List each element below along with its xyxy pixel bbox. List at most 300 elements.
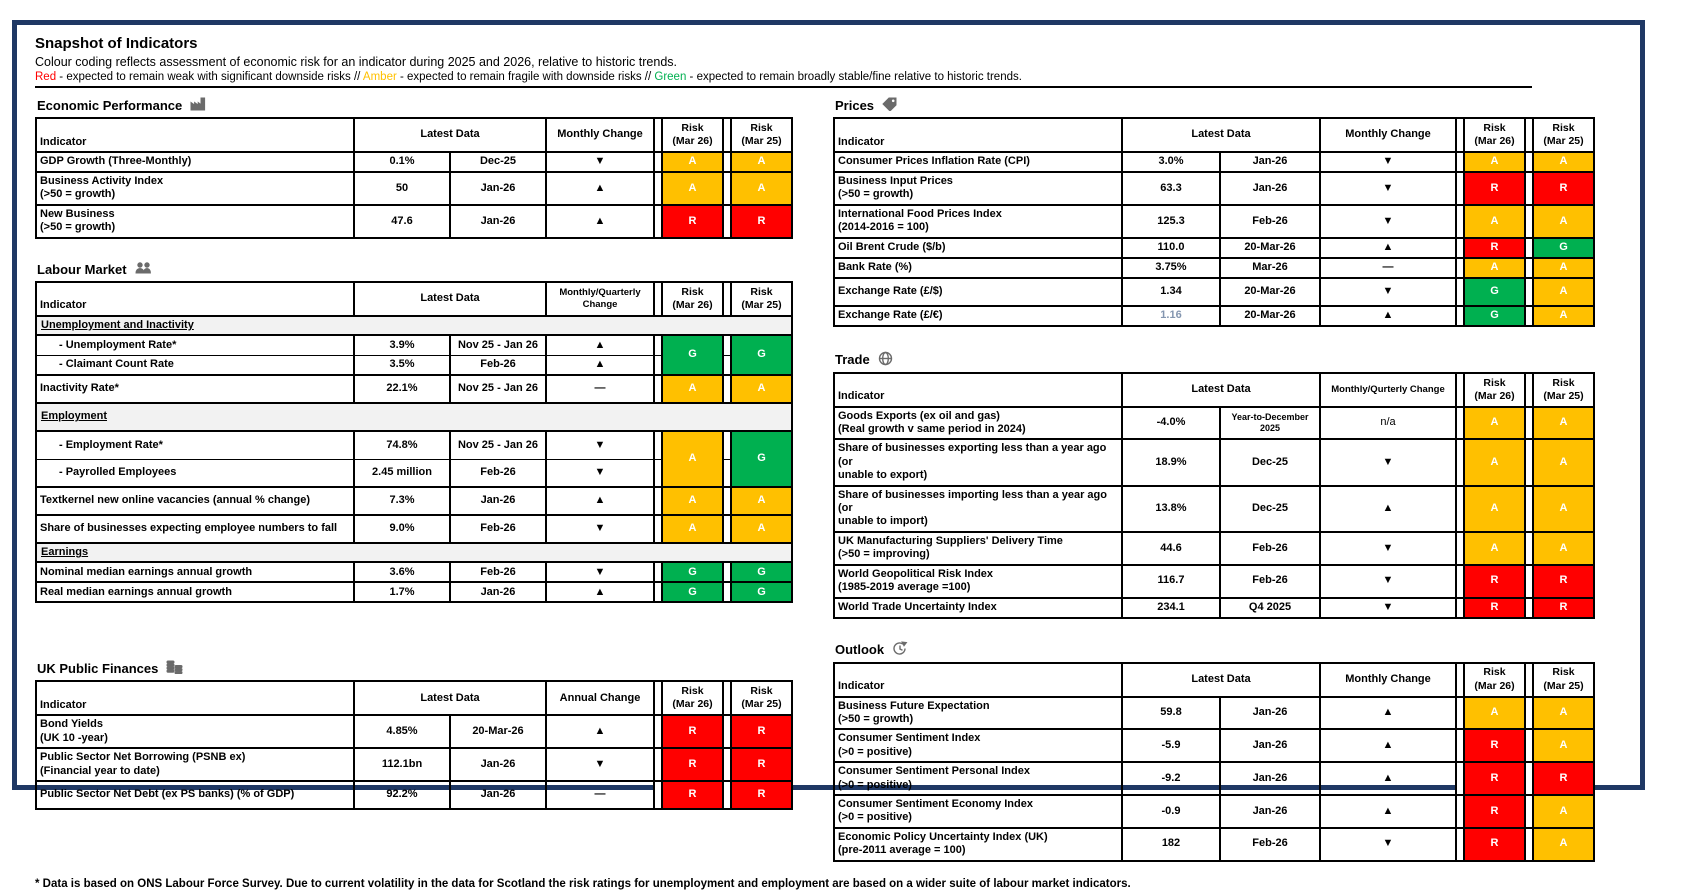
latest-date-cell: Year-to-December 2025 <box>1220 407 1320 440</box>
column-gap <box>1456 598 1464 618</box>
risk-cell-mar25: A <box>731 172 792 205</box>
indicator-row <box>834 172 1594 205</box>
column-gap <box>723 715 731 748</box>
column-gap <box>1525 828 1533 861</box>
outlook-title <box>835 641 1595 659</box>
labour-market-table <box>35 281 793 604</box>
uk-public-finances-title <box>37 659 793 677</box>
latest-date-cell: Feb-26 <box>1220 828 1320 861</box>
indicator-row <box>834 598 1594 618</box>
column-gap <box>723 431 731 459</box>
latest-date-cell: 20-Mar-26 <box>1220 238 1320 258</box>
table-header-row <box>834 663 1594 697</box>
change-down-icon: ▼ <box>1320 172 1456 205</box>
indicator-row <box>834 152 1594 172</box>
report-header <box>35 35 1532 88</box>
latest-date-cell: Jan-26 <box>450 487 546 515</box>
column-gap <box>654 515 662 543</box>
globe-icon <box>878 351 893 369</box>
column-header-indicator: Indicator <box>834 118 1122 152</box>
column-gap <box>1456 486 1464 532</box>
change-down-icon: ▼ <box>1320 598 1456 618</box>
latest-date-cell: Jan-26 <box>1220 697 1320 730</box>
indicator-cell: Oil Brent Crude ($/b) <box>834 238 1122 258</box>
latest-value-cell: 50 <box>354 172 450 205</box>
indicator-row <box>36 562 792 582</box>
latest-value-cell: 22.1% <box>354 375 450 403</box>
change-flat-icon: — <box>546 781 654 809</box>
indicator-row <box>36 431 792 459</box>
change-up-icon: ▲ <box>1320 486 1456 532</box>
column-gap <box>1525 439 1533 485</box>
change-down-icon: ▼ <box>546 431 654 459</box>
indicator-cell: Public Sector Net Borrowing (PSNB ex) (Financial year to date) <box>36 748 354 781</box>
column-header-indicator: Indicator <box>834 663 1122 697</box>
latest-value-cell: -9.2 <box>1122 762 1220 795</box>
indicator-row <box>36 582 792 602</box>
column-gap <box>654 172 662 205</box>
column-header-change: Monthly/Quarterly Change <box>546 282 654 316</box>
column-gap <box>723 375 731 403</box>
column-gap <box>723 487 731 515</box>
latest-date-cell: 20-Mar-26 <box>1220 306 1320 326</box>
change-down-icon: ▼ <box>1320 828 1456 861</box>
change-up-icon: ▲ <box>546 172 654 205</box>
risk-cell-mar26: A <box>1464 532 1525 565</box>
risk-cell-mar26: R <box>1464 598 1525 618</box>
column-gap <box>723 282 731 316</box>
latest-value-cell: 234.1 <box>1122 598 1220 618</box>
risk-cell-mar25: A <box>731 515 792 543</box>
column-gap <box>723 459 731 487</box>
column-header-latest-data: Latest Data <box>1122 373 1320 407</box>
column-gap <box>1456 439 1464 485</box>
column-gap <box>1456 152 1464 172</box>
trade-table <box>833 372 1595 619</box>
uk-public-finances-table-wrap <box>35 680 793 810</box>
indicator-cell: Exchange Rate (£/€) <box>834 306 1122 326</box>
risk-cell-mar25: G <box>731 582 792 602</box>
column-gap <box>723 681 731 715</box>
risk-cell-mar26: A <box>662 172 723 205</box>
indicator-row <box>36 172 792 205</box>
change-flat-icon: — <box>546 375 654 403</box>
risk-cell-mar26: G <box>1464 278 1525 306</box>
economic-performance-block <box>35 97 793 239</box>
latest-date-cell: Dec-25 <box>450 152 546 172</box>
footnote: * Data is based on ONS Labour Force Survey. Due to current volatility in the data for Scotland the risk ratings for unemployment and employment are based on a wider suite of labour market indicators. <box>35 877 1131 890</box>
legend-green-text: - expected to remain broadly stable/fine relative to historic trends. <box>686 71 1022 83</box>
change-up-icon: ▲ <box>1320 697 1456 730</box>
table-title-text: Trade <box>835 352 870 368</box>
column-gap <box>654 582 662 602</box>
indicator-cell: Public Sector Net Debt (ex PS banks) (% of GDP) <box>36 781 354 809</box>
risk-cell-mar25: R <box>731 205 792 238</box>
risk-cell-mar26: G <box>662 582 723 602</box>
indicator-cell: - Employment Rate* <box>36 431 354 459</box>
latest-date-cell: Nov 25 - Jan 26 <box>450 375 546 403</box>
labour-market-title <box>37 261 793 278</box>
legend-green-label: Green <box>654 71 687 83</box>
legend-red-label: Red <box>35 71 57 83</box>
outlook-block <box>833 641 1595 862</box>
risk-cell-mar25: G <box>731 431 792 487</box>
column-gap <box>1456 762 1464 795</box>
column-gap <box>654 335 662 355</box>
change-down-icon: ▼ <box>1320 532 1456 565</box>
change-up-icon: ▲ <box>546 335 654 355</box>
column-gap <box>723 748 731 781</box>
indicator-cell: Share of businesses exporting less than a year ago (or unable to export) <box>834 439 1122 485</box>
column-gap <box>723 172 731 205</box>
change-na-cell: n/a <box>1320 407 1456 440</box>
latest-date-cell: Feb-26 <box>450 562 546 582</box>
latest-value-cell: 13.8% <box>1122 486 1220 532</box>
latest-date-cell: Jan-26 <box>1220 795 1320 828</box>
economic-performance-title <box>37 97 793 114</box>
latest-value-cell: 3.6% <box>354 562 450 582</box>
latest-date-cell: Jan-26 <box>450 172 546 205</box>
change-down-icon: ▼ <box>546 459 654 487</box>
column-gap <box>1525 697 1533 730</box>
column-header-latest-data: Latest Data <box>354 681 546 715</box>
price-tag-icon <box>882 97 898 114</box>
risk-cell-mar25: A <box>1533 697 1594 730</box>
risk-cell-mar26: R <box>662 205 723 238</box>
column-gap <box>654 681 662 715</box>
latest-value-cell: 3.9% <box>354 335 450 355</box>
indicator-cell: Consumer Sentiment Personal Index (>0 = positive) <box>834 762 1122 795</box>
indicator-cell: New Business (>50 = growth) <box>36 205 354 238</box>
change-down-icon: ▼ <box>1320 205 1456 238</box>
indicator-cell: Bank Rate (%) <box>834 258 1122 278</box>
column-gap <box>723 118 731 152</box>
indicator-row <box>834 729 1594 762</box>
column-header-change: Monthly Change <box>546 118 654 152</box>
factory-icon <box>190 97 206 114</box>
risk-cell-mar25: R <box>1533 762 1594 795</box>
column-header-latest-data: Latest Data <box>354 118 546 152</box>
risk-cell-mar25: R <box>1533 172 1594 205</box>
column-gap <box>1456 205 1464 238</box>
column-gap <box>1456 697 1464 730</box>
column-gap <box>1456 373 1464 407</box>
people-icon <box>135 261 152 278</box>
risk-cell-mar25: R <box>1533 598 1594 618</box>
indicator-row <box>36 375 792 403</box>
column-header-change: Monthly Change <box>1320 118 1456 152</box>
risk-cell-mar26: G <box>1464 306 1525 326</box>
prices-table-wrap <box>833 117 1595 327</box>
change-down-icon: ▼ <box>1320 278 1456 306</box>
prices-title <box>835 97 1595 114</box>
latest-value-cell: 3.75% <box>1122 258 1220 278</box>
column-header-latest-data: Latest Data <box>1122 663 1320 697</box>
risk-cell-mar25: A <box>731 152 792 172</box>
risk-cell-mar25: A <box>1533 795 1594 828</box>
risk-cell-mar26: R <box>662 748 723 781</box>
latest-value-cell: 1.7% <box>354 582 450 602</box>
indicator-row <box>834 565 1594 598</box>
column-gap <box>1456 118 1464 152</box>
section-row <box>36 403 792 431</box>
column-header-risk-mar25: Risk (Mar 25) <box>1533 118 1594 152</box>
change-down-icon: ▼ <box>1320 565 1456 598</box>
latest-value-cell: 3.5% <box>354 355 450 375</box>
change-down-icon: ▼ <box>1320 152 1456 172</box>
risk-cell-mar26: A <box>1464 258 1525 278</box>
indicator-row <box>834 795 1594 828</box>
latest-value-cell: 1.16 <box>1122 306 1220 326</box>
risk-cell-mar26: R <box>1464 795 1525 828</box>
legend-red-text: - expected to remain weak with significant downside risks // <box>56 71 363 83</box>
column-header-indicator: Indicator <box>36 282 354 316</box>
risk-cell-mar26: R <box>662 715 723 748</box>
indicator-cell: - Unemployment Rate* <box>36 335 354 355</box>
indicator-row <box>36 152 792 172</box>
risk-cell-mar26: A <box>662 375 723 403</box>
indicator-row <box>36 335 792 355</box>
risk-cell-mar26: A <box>1464 439 1525 485</box>
latest-date-cell: Jan-26 <box>1220 762 1320 795</box>
latest-value-cell: 112.1bn <box>354 748 450 781</box>
column-gap <box>1456 663 1464 697</box>
trade-block <box>833 351 1595 619</box>
latest-date-cell: 20-Mar-26 <box>450 715 546 748</box>
indicator-row <box>834 697 1594 730</box>
latest-value-cell: 92.2% <box>354 781 450 809</box>
labour-market-block <box>35 261 793 604</box>
column-gap <box>723 335 731 355</box>
latest-value-cell: -0.9 <box>1122 795 1220 828</box>
indicator-row <box>834 306 1594 326</box>
latest-date-cell: Jan-26 <box>450 748 546 781</box>
economic-performance-table <box>35 117 793 239</box>
latest-date-cell: Jan-26 <box>450 582 546 602</box>
indicator-cell: UK Manufacturing Suppliers' Delivery Time (>50 = improving) <box>834 532 1122 565</box>
latest-value-cell: 2.45 million <box>354 459 450 487</box>
table-title-text: UK Public Finances <box>37 660 159 676</box>
column-gap <box>723 582 731 602</box>
column-gap <box>1456 172 1464 205</box>
column-gap <box>1456 729 1464 762</box>
column-header-risk-mar25: Risk (Mar 25) <box>1533 373 1594 407</box>
indicator-cell: Business Future Expectation (>50 = growth) <box>834 697 1122 730</box>
indicator-row <box>834 762 1594 795</box>
indicator-row <box>36 487 792 515</box>
indicator-row <box>834 532 1594 565</box>
risk-cell-mar26: R <box>1464 729 1525 762</box>
prices-block <box>833 97 1595 327</box>
column-header-risk-mar25: Risk (Mar 25) <box>731 681 792 715</box>
indicator-cell: Consumer Sentiment Economy Index (>0 = positive) <box>834 795 1122 828</box>
column-header-risk-mar26: Risk (Mar 26) <box>662 681 723 715</box>
column-gap <box>1525 762 1533 795</box>
latest-date-cell: Q4 2025 <box>1220 598 1320 618</box>
latest-value-cell: 7.3% <box>354 487 450 515</box>
change-up-icon: ▲ <box>1320 729 1456 762</box>
column-gap <box>654 431 662 459</box>
column-gap <box>654 459 662 487</box>
latest-date-cell: Jan-26 <box>1220 172 1320 205</box>
outlook-table-wrap <box>833 662 1595 862</box>
tables-layout <box>35 97 1624 862</box>
latest-value-cell: 182 <box>1122 828 1220 861</box>
latest-value-cell: 1.34 <box>1122 278 1220 306</box>
risk-cell-mar25: G <box>731 335 792 375</box>
column-gap <box>723 562 731 582</box>
latest-value-cell: 44.6 <box>1122 532 1220 565</box>
indicator-cell: Consumer Prices Inflation Rate (CPI) <box>834 152 1122 172</box>
indicator-row <box>834 258 1594 278</box>
latest-date-cell: Feb-26 <box>450 355 546 375</box>
indicator-cell: Business Activity Index (>50 = growth) <box>36 172 354 205</box>
section-label: Unemployment and Inactivity <box>36 316 792 335</box>
latest-date-cell: Dec-25 <box>1220 439 1320 485</box>
section-label: Earnings <box>36 543 792 562</box>
indicator-cell: Business Input Prices (>50 = growth) <box>834 172 1122 205</box>
column-gap <box>1525 258 1533 278</box>
column-header-risk-mar26: Risk (Mar 26) <box>662 282 723 316</box>
indicator-cell: Goods Exports (ex oil and gas) (Real growth v same period in 2024) <box>834 407 1122 440</box>
latest-value-cell: 74.8% <box>354 431 450 459</box>
labour-market-table-wrap <box>35 281 793 604</box>
latest-value-cell: 47.6 <box>354 205 450 238</box>
column-gap <box>1456 258 1464 278</box>
uk-public-finances-block <box>35 659 793 810</box>
column-gap <box>1456 278 1464 306</box>
indicator-cell: World Geopolitical Risk Index (1985-2019 average =100) <box>834 565 1122 598</box>
change-up-icon: ▲ <box>546 205 654 238</box>
column-gap <box>1456 407 1464 440</box>
column-gap <box>1525 486 1533 532</box>
column-gap <box>1525 205 1533 238</box>
column-gap <box>1525 729 1533 762</box>
change-up-icon: ▲ <box>1320 238 1456 258</box>
indicator-row <box>36 748 792 781</box>
column-gap <box>1525 565 1533 598</box>
column-gap <box>1525 598 1533 618</box>
column-gap <box>1525 795 1533 828</box>
latest-value-cell: -5.9 <box>1122 729 1220 762</box>
indicator-cell: - Claimant Count Rate <box>36 355 354 375</box>
column-header-risk-mar26: Risk (Mar 26) <box>1464 118 1525 152</box>
change-flat-icon: — <box>1320 258 1456 278</box>
latest-value-cell: 0.1% <box>354 152 450 172</box>
column-gap <box>654 355 662 375</box>
column-header-risk-mar25: Risk (Mar 25) <box>731 282 792 316</box>
indicator-row <box>834 828 1594 861</box>
column-header-indicator: Indicator <box>36 681 354 715</box>
column-gap <box>1525 172 1533 205</box>
change-down-icon: ▼ <box>546 515 654 543</box>
column-gap <box>723 205 731 238</box>
indicator-cell: Consumer Sentiment Index (>0 = positive) <box>834 729 1122 762</box>
column-header-change: Annual Change <box>546 681 654 715</box>
column-gap <box>723 781 731 809</box>
risk-cell-mar26: A <box>662 487 723 515</box>
indicator-cell: Share of businesses expecting employee numbers to fall <box>36 515 354 543</box>
table-title-text: Economic Performance <box>37 98 183 113</box>
latest-value-cell: 116.7 <box>1122 565 1220 598</box>
latest-date-cell: Feb-26 <box>1220 565 1320 598</box>
column-gap <box>1525 278 1533 306</box>
risk-cell-mar26: A <box>662 152 723 172</box>
latest-value-cell: -4.0% <box>1122 407 1220 440</box>
prices-table <box>833 117 1595 327</box>
latest-value-cell: 59.8 <box>1122 697 1220 730</box>
latest-value-cell: 9.0% <box>354 515 450 543</box>
risk-cell-mar26: R <box>1464 238 1525 258</box>
risk-cell-mar25: R <box>1533 565 1594 598</box>
latest-date-cell: Feb-26 <box>1220 532 1320 565</box>
risk-cell-mar25: A <box>1533 306 1594 326</box>
column-header-latest-data: Latest Data <box>1122 118 1320 152</box>
column-gap <box>654 375 662 403</box>
latest-date-cell: Jan-26 <box>450 205 546 238</box>
indicator-row <box>834 278 1594 306</box>
column-header-risk-mar25: Risk (Mar 25) <box>731 118 792 152</box>
latest-date-cell: Feb-26 <box>450 515 546 543</box>
column-gap <box>1456 238 1464 258</box>
indicator-row <box>36 205 792 238</box>
column-gap <box>654 781 662 809</box>
risk-cell-mar26: G <box>662 335 723 375</box>
column-gap <box>1456 532 1464 565</box>
risk-cell-mar25: G <box>731 562 792 582</box>
column-header-risk-mar26: Risk (Mar 26) <box>1464 373 1525 407</box>
column-gap <box>1456 565 1464 598</box>
latest-value-cell: 4.85% <box>354 715 450 748</box>
risk-cell-mar25: A <box>1533 407 1594 440</box>
outlook-table <box>833 662 1595 862</box>
left-column <box>35 97 793 810</box>
column-header-risk-mar26: Risk (Mar 26) <box>662 118 723 152</box>
clock-forward-icon <box>892 641 908 659</box>
indicator-cell: Bond Yields (UK 10 -year) <box>36 715 354 748</box>
indicator-cell: International Food Prices Index (2014-2016 = 100) <box>834 205 1122 238</box>
column-gap <box>1525 306 1533 326</box>
latest-value-cell: 3.0% <box>1122 152 1220 172</box>
column-gap <box>1525 407 1533 440</box>
table-header-row <box>36 118 792 152</box>
change-down-icon: ▼ <box>546 748 654 781</box>
section-label: Employment <box>36 403 792 431</box>
indicator-row <box>834 407 1594 440</box>
column-gap <box>654 118 662 152</box>
risk-cell-mar26: G <box>662 562 723 582</box>
indicator-row <box>834 439 1594 485</box>
page-title: Snapshot of Indicators <box>35 35 198 52</box>
change-down-icon: ▼ <box>546 562 654 582</box>
economic-performance-table-wrap <box>35 117 793 239</box>
indicator-cell: - Payrolled Employees <box>36 459 354 487</box>
indicator-cell: World Trade Uncertainty Index <box>834 598 1122 618</box>
risk-cell-mar26: A <box>1464 407 1525 440</box>
table-header-row <box>834 118 1594 152</box>
risk-cell-mar26: A <box>1464 205 1525 238</box>
latest-date-cell: Feb-26 <box>450 459 546 487</box>
change-up-icon: ▲ <box>546 355 654 375</box>
latest-date-cell: 20-Mar-26 <box>1220 278 1320 306</box>
indicator-row <box>36 515 792 543</box>
risk-cell-mar25: A <box>731 375 792 403</box>
risk-cell-mar25: G <box>1533 238 1594 258</box>
risk-cell-mar25: R <box>731 781 792 809</box>
table-title-text: Labour Market <box>37 261 127 277</box>
risk-cell-mar25: A <box>1533 205 1594 238</box>
risk-cell-mar25: A <box>1533 258 1594 278</box>
